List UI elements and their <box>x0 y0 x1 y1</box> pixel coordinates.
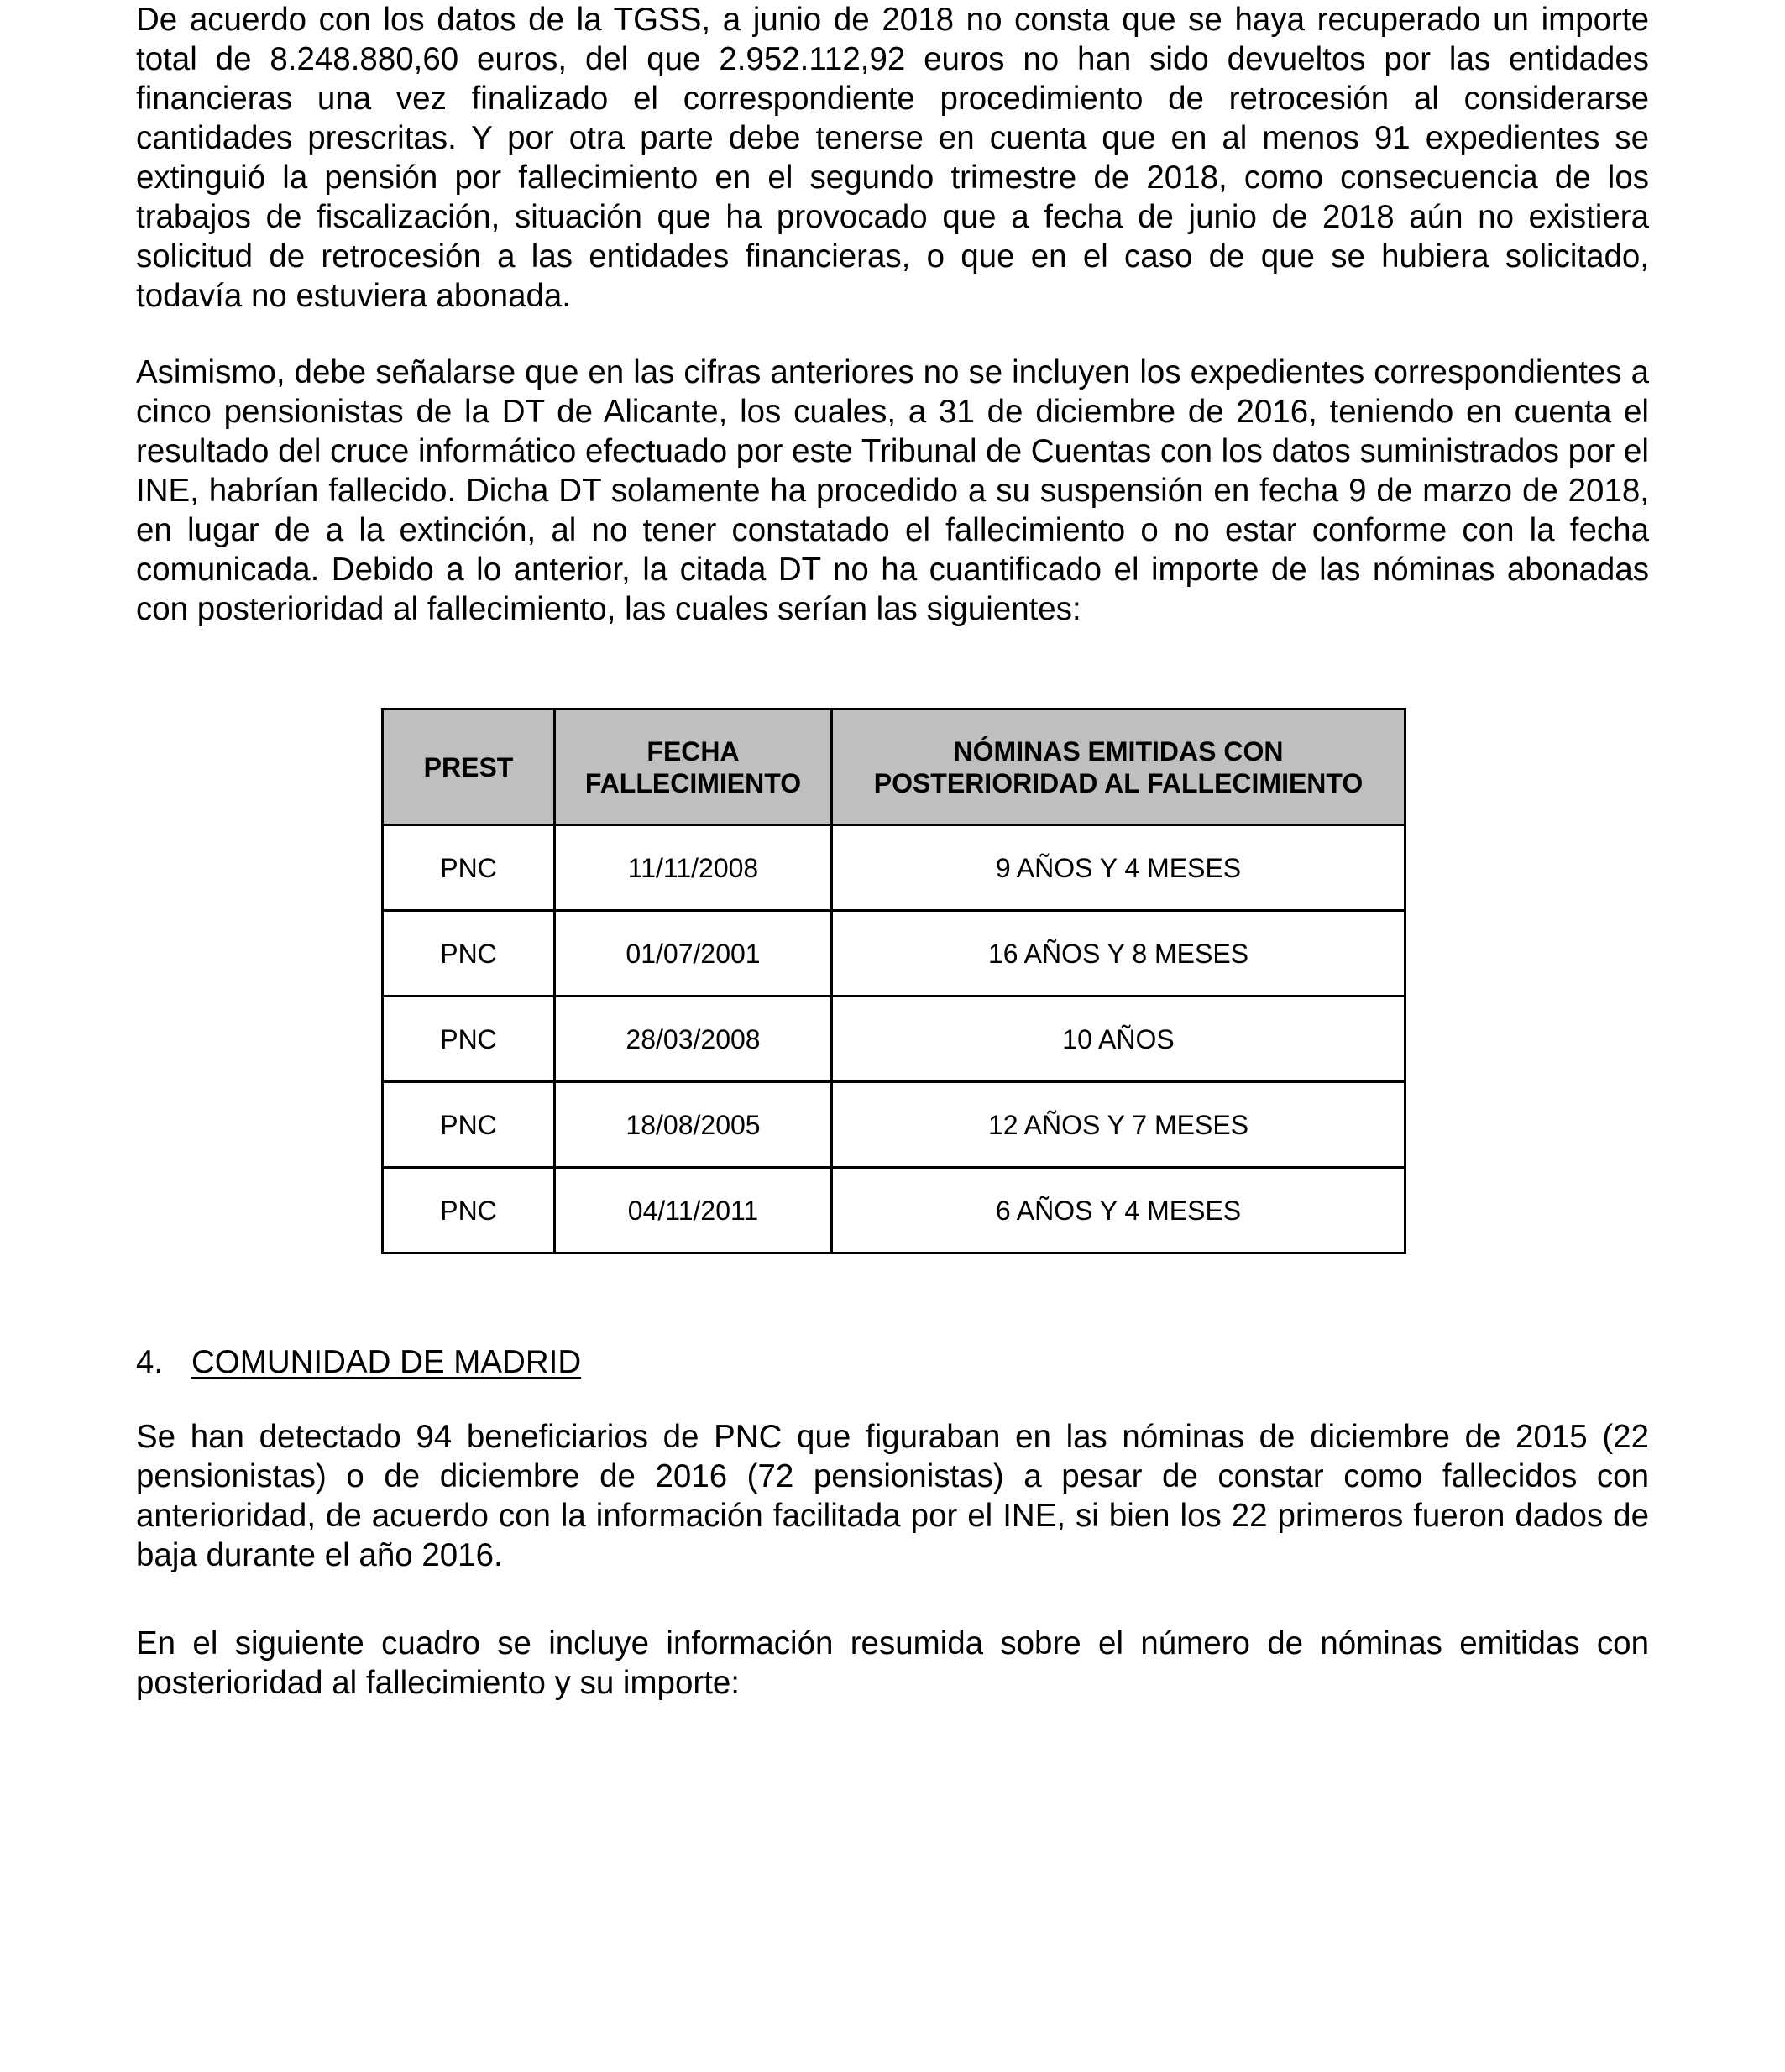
paragraph-alicante-pensioners: Asimismo, debe señalarse que en las cifras anteriores no se incluyen los expedientes correspondientes a cinco pensionistas de la DT de Alicante, los cuales, a 31 de diciembre de 2016, teniendo en cuenta el resultado del cruce informático efectuado por este Tribunal de Cuentas con los datos suministrados por el INE, habrían fallecido. Dicha DT solamente ha procedido a su suspensión en fecha 9 de marzo de 2018, en lugar de a la extinción, al no tener constatado el fallecimiento o no estar conforme con la fecha comunicada. Debido a lo anterior, la citada DT no ha cuantificado el importe de las nóminas abonadas con posterioridad al fallecimiento, las cuales serían las siguientes: <box>136 354 1649 627</box>
table-row <box>383 1168 1405 1253</box>
cell-prest: PNC <box>383 997 555 1082</box>
cell-nominas: 10 AÑOS <box>832 997 1405 1082</box>
cell-prest: PNC <box>383 1168 555 1253</box>
cell-nominas: 16 AÑOS Y 8 MESES <box>832 911 1405 997</box>
table-row <box>383 1082 1405 1168</box>
cell-prest: PNC <box>383 1082 555 1168</box>
cell-fecha: 04/11/2011 <box>555 1168 832 1253</box>
section-title: COMUNIDAD DE MADRID <box>191 1344 582 1380</box>
cell-prest: PNC <box>383 911 555 997</box>
cell-nominas: 6 AÑOS Y 4 MESES <box>832 1168 1405 1253</box>
table-row <box>383 825 1405 911</box>
paragraph-madrid-beneficiaries: Se han detectado 94 beneficiarios de PNC que figuraban en las nóminas de diciembre de 2015 (22 pensionistas) o de diciembre de 2016 (72 pensionistas) a pesar de constar como fallecidos con anterioridad, de acuerdo con la información facilitada por el INE, si bien los 22 primeros fueron dados de baja durante el año 2016. <box>136 1419 1649 1573</box>
header-nominas-emitidas: NÓMINAS EMITIDAS CON POSTERIORIDAD AL FALLECIMIENTO <box>832 709 1405 825</box>
table-row <box>383 911 1405 997</box>
paragraph-summary-intro: En el siguiente cuadro se incluye información resumida sobre el número de nóminas emitidas con posterioridad al fallecimiento y su importe: <box>136 1625 1649 1701</box>
cell-fecha: 28/03/2008 <box>555 997 832 1082</box>
deceased-pensioners-table <box>381 708 1406 1254</box>
cell-nominas: 9 AÑOS Y 4 MESES <box>832 825 1405 911</box>
header-prest: PREST <box>383 709 555 825</box>
cell-fecha: 01/07/2001 <box>555 911 832 997</box>
paragraph-tgss-recovery: De acuerdo con los datos de la TGSS, a junio de 2018 no consta que se haya recuperado un importe total de 8.248.880,60 euros, del que 2.952.112,92 euros no han sido devueltos por las entidades financieras una vez finalizado el correspondiente procedimiento de retrocesión al considerarse cantidades prescritas. Y por otra parte debe tenerse en cuenta que en al menos 91 expedientes se extinguió la pensión por fallecimiento en el segundo trimestre de 2018, como consecuencia de los trabajos de fiscalización, situación que ha provocado que a fecha de junio de 2018 aún no existiera solicitud de retrocesión a las entidades financieras, o que en el caso de que se hubiera solicitado, todavía no estuviera abonada. <box>136 2 1649 314</box>
cell-fecha: 11/11/2008 <box>555 825 832 911</box>
table-row <box>383 997 1405 1082</box>
cell-fecha: 18/08/2005 <box>555 1082 832 1168</box>
table-header-row <box>383 709 1405 825</box>
cell-prest: PNC <box>383 825 555 911</box>
cell-nominas: 12 AÑOS Y 7 MESES <box>832 1082 1405 1168</box>
section-number: 4. <box>136 1344 164 1380</box>
section-heading-comunidad-de-madrid <box>136 1342 581 1382</box>
header-fecha-fallecimiento: FECHA FALLECIMIENTO <box>555 709 832 825</box>
